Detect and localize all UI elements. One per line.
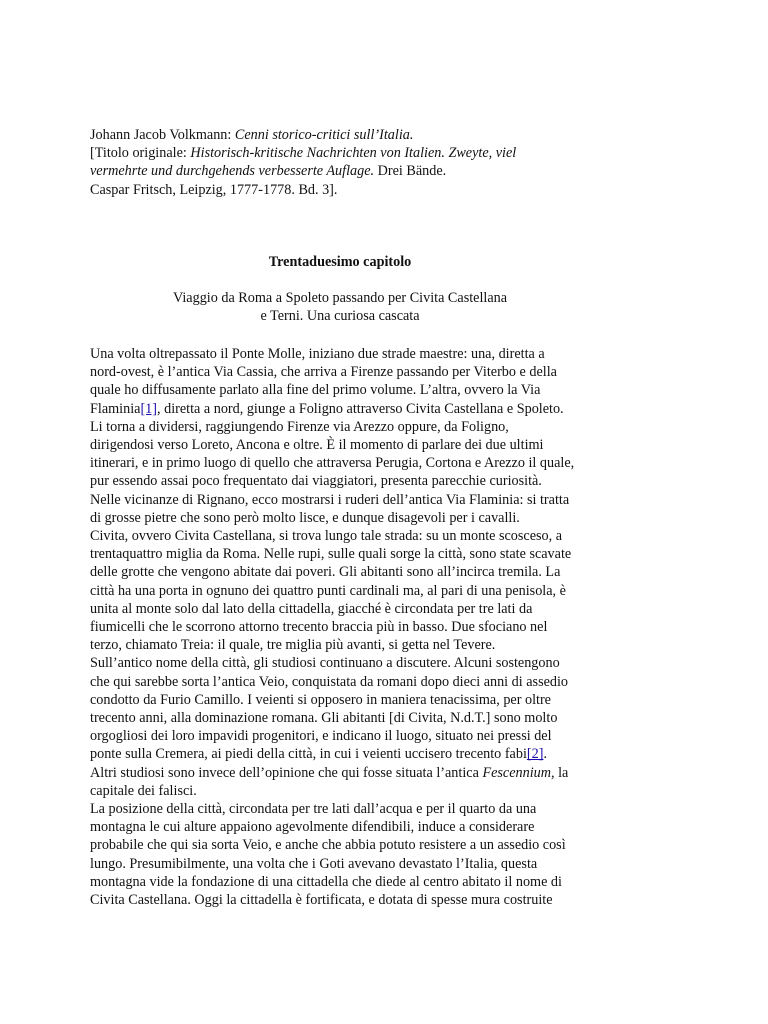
footnote-link-1[interactable]: [1] [140,400,157,417]
subtitle-line-2: e Terni. Una curiosa cascata [260,308,420,325]
text-line: trentaquattro miglia da Roma. Nelle rupi, sulle quali sorge la città, sono state scavate [90,546,572,563]
original-title-cont: vermehrte und durchgehends verbesserte Auflage. [90,163,375,180]
reference-line-original-title-cont: vermehrte und durchgehends verbesserte Auflage. Drei Bände. [90,163,447,180]
text-line: delle grotte che vengono abitate dai poveri. Gli abitanti sono all’incirca tremila. La [90,564,561,581]
body-text [90,345,690,909]
text-line: ponte sulla Cremera, ai piedi della città, in cui i veienti uccisero trecento fabi[2]. [90,746,547,763]
text-line: itinerari, e in primo luogo di quello che attraversa Perugia, Cortona e Arezzo il quale, [90,455,575,472]
text-line: Una volta oltrepassato il Ponte Molle, iniziano due strade maestre: una, diretta a [90,346,545,362]
bibliographic-reference [90,126,650,199]
chapter-subtitle [150,289,530,325]
text-line: condotto da Furio Camillo. I veienti si opposero in maniera tenacissima, per oltre [90,691,551,708]
text-line: nord-ovest, è l’antica Via Cassia, che arriva a Firenze passando per Viterbo e della [90,364,557,381]
original-title: Historisch-kritische Nachrichten von Italien. Zweyte, viel [190,145,517,162]
text-line: Altri studiosi sono invece dell’opinione che qui fosse situata l’antica Fescennium, la [90,764,569,781]
text-line: quale ho diffusamente parlato alla fine del primo volume. L’altra, ovvero la Via [90,382,541,399]
text-line: dirigendosi verso Loreto, Ancona e oltre. È il momento di parlare dei due ultimi [90,437,544,454]
text-line: pur essendo assai poco frequentato dai viaggiatori, presenta parecchie curiosità. [90,473,542,490]
text-line: Li torna a dividersi, raggiungendo Firenze via Arezzo oppure, da Foligno, [90,418,509,435]
text-line: terzo, chiamato Treia: il quale, tre miglia più avanti, si getta nel Tevere. [90,637,496,654]
text-line: lungo. Presumibilmente, una volta che i Goti avevano devastato l’Italia, questa [90,855,538,872]
reference-line-author: Johann Jacob Volkmann: Cenni storico-critici sull’Italia. [90,127,414,143]
text-line: fiumicelli che le scorrono attorno trecento braccia più in basso. Due sfociano nel [90,619,548,636]
footnote-link-2[interactable]: [2] [526,746,544,763]
text-line: capitale dei falisci. [90,782,197,799]
chapter-title: Trentaduesimo capitolo [268,254,412,270]
text-line: città ha una porta in ognuno dei quattro punti cardinali ma, al pari di una penisola, è [90,582,566,599]
text-line: di grosse pietre che sono però molto lisce, e dunque disagevoli per i cavalli. [90,509,520,526]
text-line: che qui sarebbe sorta l’antica Veio, conquistata da romani dopo dieci anni di assedio [90,673,569,690]
text-line: Sull’antico nome della città, gli studiosi continuano a discutere. Alcuni sostengono [90,655,560,672]
reference-line-original-title: [Titolo originale: Historisch-kritische Nachrichten von Italien. Zweyte, viel [90,145,517,162]
text-line: unita al monte solo dal lato della cittadella, giacché è circondata per tre lati da [90,600,533,617]
text-line: Flaminia[1], diretta a nord, giunge a Foligno attraverso Civita Castellana e Spoleto. [90,400,564,417]
text-line: Civita, ovvero Civita Castellana, si trova lungo tale strada: su un monte scosceso, a [90,528,563,545]
text-line: La posizione della città, circondata per tre lati dall’acqua e per il quarto da una [90,801,537,818]
text-line: montagna vide la fondazione di una cittadella che diede al centro abitato il nome di [90,873,562,890]
book-title: Cenni storico-critici sull’Italia. [234,127,414,143]
text-line: orgogliosi dei loro impavidi progenitori, e indicano il luogo, situato nei pressi del [90,728,552,745]
text-line: trecento anni, alla dominazione romana. Gli abitanti [di Civita, N.d.T.] sono molto [90,710,558,727]
text-line: probabile che qui sia sorta Veio, e anche che abbia potuto resistere a un assedio così [90,837,566,854]
text-line: Civita Castellana. Oggi la cittadella è fortificata, e dotata di spesse mura costruite [90,892,553,909]
text-line: montagna le cui alture appaiono agevolmente difendibili, induce a considerare [90,819,535,836]
subtitle-line-1: Viaggio da Roma a Spoleto passando per Civita Castellana [172,290,508,306]
reference-line-publisher: Caspar Fritsch, Leipzig, 1777-1778. Bd. 3]. [90,181,338,198]
place-name-italic: Fescennium [482,764,551,781]
text-line: Nelle vicinanze di Rignano, ecco mostrarsi i ruderi dell’antica Via Flaminia: si tratta [90,491,570,508]
